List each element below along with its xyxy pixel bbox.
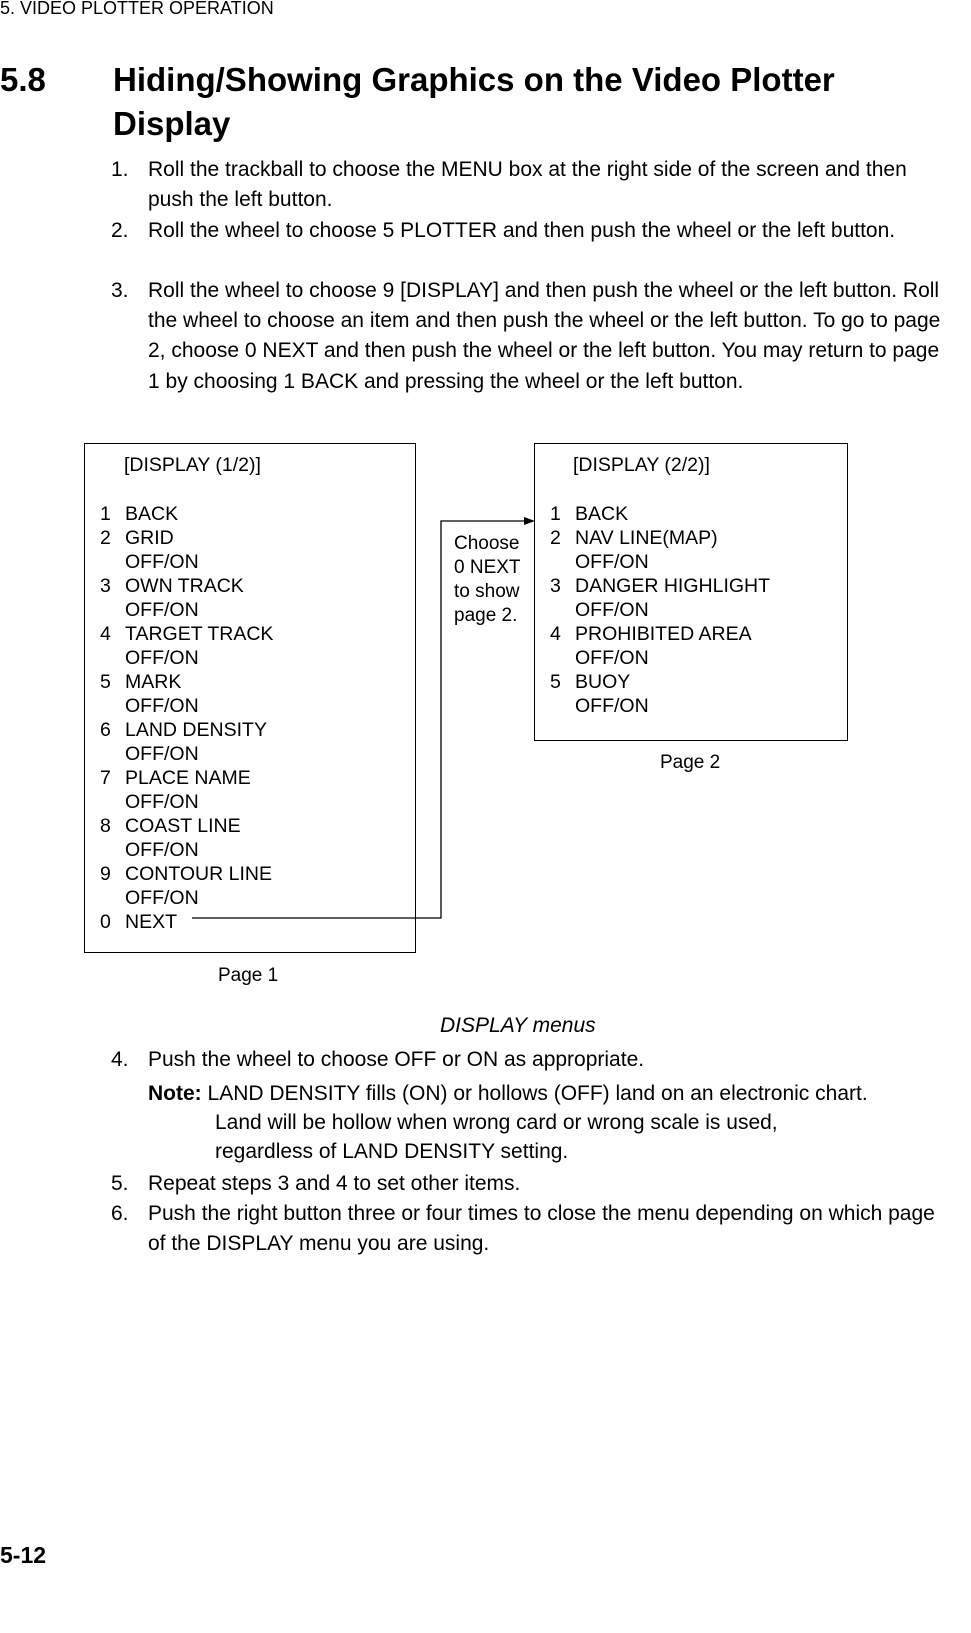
step-number: 6.	[111, 1202, 129, 1225]
menu-page1-box: [DISPLAY (1/2)] 1 BACK 2 GRID OFF/ON 3 OWN TRACK OFF/ON 4 TARGET TRACK OFF/ON 5 MARK OFF/ON 6 LAND DENSITY OFF/ON 7 PLACE NAME OFF/ON 8 COAST LINE OFF/ON 9 CONTOUR LINE OFF/ON 0 NEXT	[84, 443, 416, 953]
step-number: 4.	[111, 1048, 129, 1071]
note-continuation-line: Land will be hollow when wrong card or wrong scale is used,	[215, 1111, 778, 1134]
step-text: Repeat steps 3 and 4 to set other items.	[148, 1172, 521, 1195]
step-number: 5.	[111, 1172, 129, 1195]
step-text: Roll the wheel to choose 9 [DISPLAY] and then push the wheel or the left button. Roll the wheel to choose an item and then push the wheel or the left button. To go to page 2, choose 0 NEXT and then push the wheel or the left button. You may return to page 1 by choosing 1 BACK and pressing the wheel or the left button.	[148, 279, 941, 393]
figure-caption: DISPLAY menus	[440, 1014, 596, 1037]
step-text: Push the wheel to choose OFF or ON as appropriate.	[148, 1048, 645, 1071]
menu-page1-title: [DISPLAY (1/2)]	[124, 454, 261, 476]
running-header: 5. VIDEO PLOTTER OPERATION	[0, 0, 274, 18]
section-number: 5.8	[0, 61, 46, 98]
step-text: Roll the wheel to choose 5 PLOTTER and then push the wheel or the left button.	[148, 219, 896, 242]
menu-page2-box: [DISPLAY (2/2)] 1 BACK 2 NAV LINE(MAP) OFF/ON 3 DANGER HIGHLIGHT OFF/ON 4 PROHIBITED AREA OFF/ON 5 BUOY OFF/ON	[534, 443, 848, 741]
section-title: Hiding/Showing Graphics on the Video Plotter Display	[113, 61, 835, 142]
step-number: 2.	[111, 219, 129, 242]
menu-page2-caption: Page 2	[660, 752, 721, 773]
note-label: Note:	[148, 1082, 202, 1105]
menu-page1-caption: Page 1	[218, 965, 279, 986]
note-text: LAND DENSITY fills (ON) or hollows (OFF) land on an electronic chart.	[207, 1082, 868, 1105]
step-text: Push the right button three or four times to close the menu depending on which page of the DISPLAY menu you are using.	[148, 1202, 935, 1256]
menu-page2-title: [DISPLAY (2/2)]	[573, 454, 710, 476]
step-number: 1.	[111, 158, 129, 181]
note-continuation	[215, 1108, 778, 1166]
step-number: 3.	[111, 279, 129, 302]
callout-text: Choose 0 NEXT to show page 2.	[454, 533, 521, 626]
step-text: Roll the trackball to choose the MENU box at the right side of the screen and then push the left button.	[148, 158, 907, 212]
note-continuation-line: regardless of LAND DENSITY setting.	[215, 1140, 569, 1163]
note	[148, 1079, 868, 1108]
page-number: 5-12	[0, 1542, 47, 1568]
